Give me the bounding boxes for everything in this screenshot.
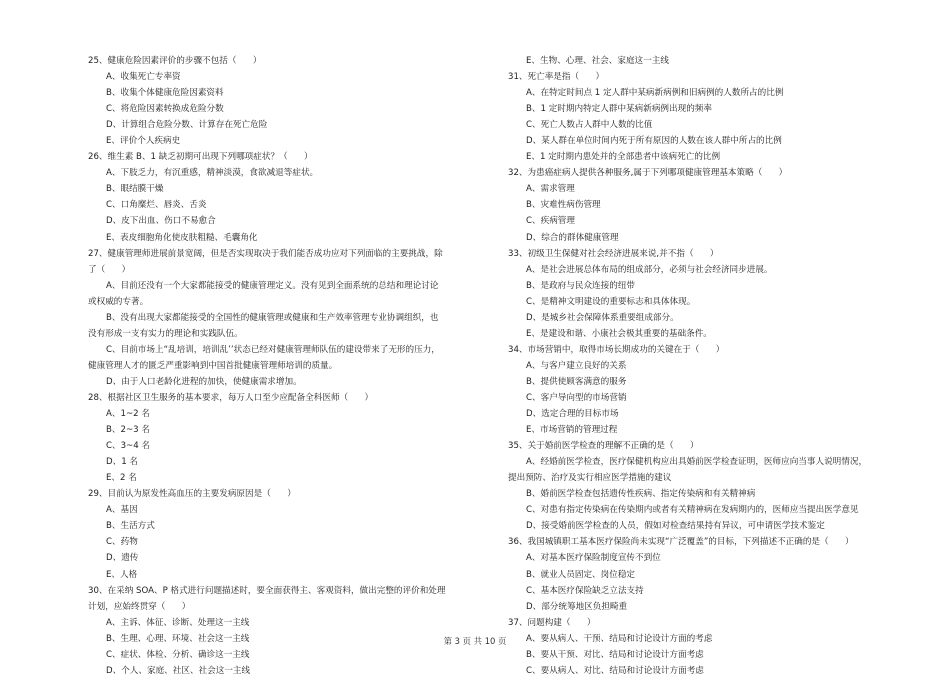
answer-option: C、口角糜烂、唇炎、舌炎 (106, 200, 207, 211)
answer-option: A、主诉、体征、诊断、处理这一主线 (106, 617, 250, 628)
answer-option: A、与客户建立良好的关系 (526, 360, 627, 371)
answer-option: C、对患有指定传染病在传染期内或者有关精神病在发病期内的，医师应当提出医学意见 (526, 505, 859, 516)
answer-option: E、评价个人疾病史 (106, 136, 181, 147)
answer-option: C、客户导向型的市场营销 (526, 392, 627, 403)
answer-option: A、基因 (106, 505, 138, 516)
left-column (88, 53, 484, 679)
answer-option: D、某人群在单位时间内死于所有原因的人数在该人群中所占的比例 (526, 136, 782, 147)
question-text: 29、目前认为原发性高血压的主要发病原因是（ ） (88, 489, 296, 500)
question-text: 28、根据社区卫生服务的基本要求，每万人口至少应配备全科医师（ ） (88, 392, 374, 403)
answer-option: C、死亡人数占人群中人数的比值 (526, 120, 653, 131)
answer-option: B、婚前医学检查包括遗传性疾病、指定传染病和有关精神病 (526, 489, 756, 500)
answer-option: B、灾难性病伤管理 (526, 200, 601, 211)
answer-option: C、是精神文明建设的重要标志和具体体现。 (526, 296, 696, 307)
answer-option: C、疾病管理 (526, 216, 575, 227)
answer-option: B、就业人员固定、岗位稳定 (526, 569, 636, 580)
answer-option: D、选定合理的目标市场 (526, 409, 619, 420)
answer-option: C、3~4 名 (106, 441, 151, 452)
answer-option: E、生物、心理、社会、家庭这一主线 (526, 56, 669, 66)
answer-option: E、表皮细胞角化使皮肤粗糙、毛囊角化 (106, 232, 258, 243)
continuation-text: 提出预防、治疗及实行相应医学措施的建议 (508, 473, 672, 484)
continuation-text: 健康管理人才的匮乏严重影响到中国首批健康管理师培训的质量。 (88, 360, 338, 371)
question-text: 32、为患癌症病人提供各种服务,属于下列哪项健康管理基本策略（ ） (508, 168, 788, 179)
answer-option: E、1 定时期内患处并的全部患者中该病死亡的比例 (526, 152, 721, 163)
question-text: 37、问题构建（ ） (508, 617, 596, 628)
question-text: 25、健康危险因素评价的步骤不包括（ ） (88, 56, 262, 66)
answer-option: E、是建设和谐、小康社会极其重要的基础条件。 (526, 328, 712, 339)
continuation-text: 了（ ） (88, 264, 131, 275)
answer-option: A、要从病人、干预、结局和讨论设计方面的考虑 (526, 633, 713, 644)
answer-option: E、人格 (106, 569, 138, 580)
page-footer: 第 3 页 共 10 页 (443, 636, 507, 646)
answer-option: D、综合的群体健康管理 (526, 232, 619, 243)
answer-option: D、部分统筹地区负担畸重 (526, 601, 628, 612)
answer-option: B、要从干预、对比、结局和讨论设计方面考虑 (526, 649, 704, 660)
question-text: 36、我国城镇职工基本医疗保险尚未实现“广泛覆盖”的目标，下列描述不正确的是（ ） (508, 537, 854, 548)
question-text: 31、死亡率是指（ ） (508, 72, 605, 83)
answer-option: D、1 名 (106, 457, 139, 468)
answer-option: B、是政府与民众连接的纽带 (526, 280, 636, 291)
answer-option: C、症状、体检、分析、确诊这一主线 (106, 649, 250, 660)
right-column (508, 53, 866, 679)
answer-option: E、2 名 (106, 473, 137, 484)
question-text: 34、市场营销中，取得市场长期成功的关键在于（ ） (508, 344, 725, 355)
answer-option: D、个人、家庭、社区、社会这一主线 (106, 665, 251, 676)
answer-option: D、遗传 (106, 553, 139, 564)
answer-option: A、目前还没有一个大家都能接受的健康管理定义。没有见到全面系统的总结和理论讨论 (106, 280, 439, 291)
question-text: 27、健康管理师进展前景宽阔，但是否实现取决于我们能否成功应对下列面临的主要挑战，除 (88, 248, 443, 259)
answer-option: B、提供使顾客满意的服务 (526, 376, 627, 387)
answer-option: C、将危险因素转换成危险分数 (106, 104, 224, 115)
answer-option: B、收集个体健康危险因素资料 (106, 88, 224, 99)
answer-option: B、1 定时期内特定人群中某病新病例出现的频率 (526, 104, 712, 115)
answer-option: A、对基本医疗保险制度宣传不到位 (526, 553, 661, 564)
question-text: 26、维生素 B、1 缺乏初期可出现下列哪项症状？（ ） (88, 152, 313, 163)
continuation-text: 没有形成一支有实力的理论和实践队伍。 (88, 328, 243, 339)
answer-option: A、是社会进展总体布局的组成部分，必须与社会经济同步进展。 (526, 264, 773, 275)
answer-option: B、眼结膜干燥 (106, 184, 164, 195)
answer-option: D、皮下出血、伤口不易愈合 (106, 216, 216, 227)
answer-option: D、接受婚前医学检查的人员，假如对检查结果持有异议，可申请医学技术鉴定 (526, 521, 825, 532)
answer-option: C、药物 (106, 537, 138, 548)
answer-option: C、基本医疗保险缺乏立法支持 (526, 585, 644, 596)
continuation-text: 计划，应始终贯穿（ ） (88, 601, 191, 612)
continuation-text: 或权威的专著。 (88, 296, 149, 307)
answer-option: A、需求管理 (526, 184, 575, 195)
answer-option: B、生理、心理、环境、社会这一主线 (106, 633, 250, 644)
answer-option: E、市场营销的管理过程 (526, 425, 618, 436)
question-text: 35、关于婚前医学检查的理解不正确的是（ ） (508, 441, 699, 452)
answer-option: D、计算组合危险分数、计算存在死亡危险 (106, 120, 268, 131)
answer-option: A、在特定时间点 1 定人群中某病新病例和旧病例的人数所占的比例 (526, 88, 784, 99)
question-text: 30、在采纳 SOA、P 格式进行问题描述时，要全面获得主、客观资料，做出完整的评价和处理 (88, 585, 446, 596)
answer-option: A、下肢乏力，有沉重感，精神淡漠，食欲减退等症状。 (106, 168, 319, 179)
answer-option: D、由于人口老龄化进程的加快，使健康需求增加。 (106, 376, 302, 387)
answer-option: A、收集死亡专率资 (106, 72, 181, 83)
answer-option: B、生活方式 (106, 521, 155, 532)
answer-option: C、目前市场上“乱培训，培训乱’’状态已经对健康管理师队伍的建设带来了无形的压力， (106, 344, 440, 355)
answer-option: A、1~2 名 (106, 409, 150, 420)
answer-option: B、没有出现大家都能接受的全国性的健康管理或健康和生产效率管理专业协调组织，也 (106, 312, 439, 323)
question-text: 33、初级卫生保健对社会经济进展来说,并不指（ ） (508, 248, 719, 259)
answer-option: D、是城乡社会保障体系重要组成部分。 (526, 312, 679, 323)
answer-option: A、经婚前医学检查，医疗保健机构应出具婚前医学检查证明，医师应向当事人说明情况， (526, 457, 868, 468)
answer-option: B、2~3 名 (106, 425, 150, 436)
answer-option: C、要从病人、对比、结局和讨论设计方面考虑 (526, 665, 704, 676)
